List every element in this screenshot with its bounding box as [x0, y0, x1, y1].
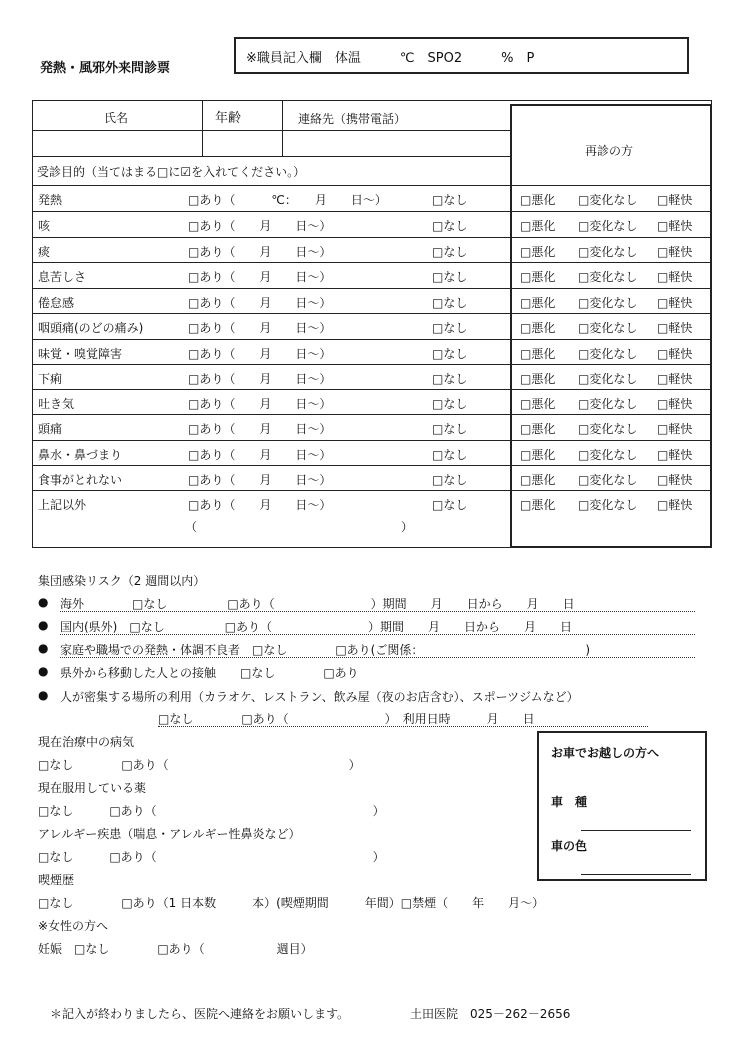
revisit-label: 再診の方: [585, 144, 634, 158]
revisit-option: □変化なし: [578, 347, 638, 361]
symptom-name: 咳: [38, 219, 51, 233]
bullet-3: ●: [38, 641, 49, 655]
risk-domestic: 国内(県外) □なし □あり（ ）期間 月 日から 月 日: [60, 620, 573, 634]
revisit-option: □軽快: [657, 372, 693, 386]
revisit-option: □変化なし: [578, 498, 638, 512]
row-divider: [32, 288, 712, 289]
revisit-option: □軽快: [657, 473, 693, 487]
symptom-name: 下痢: [38, 372, 63, 386]
revisit-option: □変化なし: [578, 296, 638, 310]
symptom-ari-option: □あり（ ℃： 月 日〜）: [188, 193, 387, 207]
symptom-name: 頭痛: [38, 422, 63, 436]
bullet-2: ●: [38, 618, 49, 632]
symptom-nashi-option: □なし: [432, 372, 468, 386]
smoking-title: 喫煙歴: [38, 873, 75, 887]
symptom-nashi-option: □なし: [432, 219, 468, 233]
revisit-option: □悪化: [520, 219, 556, 233]
symptom-nashi-option: □なし: [432, 245, 468, 259]
symptom-name: 倦怠感: [38, 296, 75, 310]
revisit-option: □軽快: [657, 448, 693, 462]
revisit-option: □変化なし: [578, 422, 638, 436]
revisit-option: □変化なし: [578, 270, 638, 284]
symptom-nashi-option: □なし: [432, 498, 468, 512]
revisit-option: □軽快: [657, 422, 693, 436]
revisit-option: □悪化: [520, 448, 556, 462]
risk-contact: 県外から移動した人との接触 □なし □あり: [60, 666, 359, 680]
symptom-nashi-option: □なし: [432, 422, 468, 436]
revisit-option: □悪化: [520, 498, 556, 512]
revisit-option: □変化なし: [578, 321, 638, 335]
row-divider: [32, 465, 712, 466]
row-divider: [32, 440, 712, 441]
risk-crowded-options: □なし □あり（ ） 利用日時 月 日: [158, 712, 535, 726]
symptom-name: 発熱: [38, 193, 63, 207]
revisit-option: □悪化: [520, 422, 556, 436]
symptom-ari-option: □あり（ 月 日〜）: [188, 270, 332, 284]
symptom-ari-option: □あり（ 月 日〜）: [188, 498, 332, 512]
symptom-nashi-option: □なし: [432, 473, 468, 487]
bullet-4: ●: [38, 664, 49, 678]
symptom-name: 息苦しさ: [38, 270, 87, 284]
symptom-name: 味覚・嗅覚障害: [38, 347, 123, 361]
smoking-options: □なし □あり（1 日本数 本）(喫煙期間 年間）□禁煙（ 年 月〜）: [38, 896, 545, 910]
revisit-option: □軽快: [657, 498, 693, 512]
revisit-option: □軽快: [657, 219, 693, 233]
symptom-ari-option: □あり（ 月 日〜）: [188, 245, 332, 259]
symptom-ari-option: □あり（ 月 日〜）: [188, 296, 332, 310]
revisit-option: □悪化: [520, 270, 556, 284]
row-divider: [32, 262, 712, 263]
revisit-option: □軽快: [657, 245, 693, 259]
revisit-option: □悪化: [520, 473, 556, 487]
symptom-nashi-option: □なし: [432, 448, 468, 462]
risk-overseas: 海外 □なし □あり（ ）期間 月 日から 月 日: [60, 597, 575, 611]
staff-entry-label: ※職員記入欄 体温 ℃ SPO2 % P: [246, 51, 535, 66]
contact-label: 連絡先（携帯電話）: [298, 112, 407, 126]
car-box-title: お車でお越しの方へ: [551, 746, 660, 760]
symptom-name: 食事がとれない: [38, 473, 123, 487]
revisit-option: □軽快: [657, 347, 693, 361]
revisit-option: □悪化: [520, 397, 556, 411]
revisit-option: □変化なし: [578, 473, 638, 487]
other-symptom-paren: （ ）: [185, 520, 414, 534]
symptom-ari-option: □あり（ 月 日〜）: [188, 397, 332, 411]
symptom-ari-option: □あり（ 月 日〜）: [188, 347, 332, 361]
revisit-option: □悪化: [520, 193, 556, 207]
revisit-option: □悪化: [520, 372, 556, 386]
revisit-option: □変化なし: [578, 219, 638, 233]
allergy-options: □なし □あり（ ）: [38, 850, 385, 864]
revisit-option: □変化なし: [578, 448, 638, 462]
symptom-ari-option: □あり（ 月 日〜）: [188, 321, 332, 335]
symptom-name: 咽頭痛(のどの痛み): [38, 321, 144, 335]
symptom-name: 痰: [38, 245, 51, 259]
form-title: 発熱・風邪外来問診票: [40, 61, 171, 76]
row-divider: [32, 339, 712, 340]
symptom-ari-option: □あり（ 月 日〜）: [188, 422, 332, 436]
revisit-option: □悪化: [520, 245, 556, 259]
symptom-ari-option: □あり（ 月 日〜）: [188, 448, 332, 462]
revisit-option: □悪化: [520, 321, 556, 335]
revisit-option: □変化なし: [578, 372, 638, 386]
revisit-option: □変化なし: [578, 397, 638, 411]
row-divider: [32, 364, 712, 365]
car-type-label: 車 種: [551, 795, 588, 809]
medicine-options: □なし □あり（ ）: [38, 804, 385, 818]
allergy-title: アレルギー疾患（喘息・アレルギー性鼻炎など）: [38, 827, 301, 841]
revisit-option: □軽快: [657, 296, 693, 310]
clinic-contact: 土田医院 025－262－2656: [410, 1007, 571, 1021]
disease-options: □なし □あり（ ）: [38, 758, 361, 772]
revisit-option: □軽快: [657, 270, 693, 284]
row-divider: [32, 237, 712, 238]
symptom-nashi-option: □なし: [432, 270, 468, 284]
disease-title: 現在治療中の病気: [38, 735, 135, 749]
row-divider: [32, 414, 712, 415]
risk-household: 家庭や職場での発熱・体調不良者 □なし □あり(ご関係： ): [60, 643, 591, 657]
name-label: 氏名: [104, 111, 129, 125]
revisit-option: □変化なし: [578, 245, 638, 259]
age-label: 年齢: [215, 111, 242, 126]
symptom-nashi-option: □なし: [432, 397, 468, 411]
row-divider: [32, 211, 712, 212]
revisit-option: □変化なし: [578, 193, 638, 207]
symptom-ari-option: □あり（ 月 日〜）: [188, 219, 332, 233]
medicine-title: 現在服用している薬: [38, 781, 147, 795]
bullet-5: ●: [38, 688, 49, 702]
revisit-option: □悪化: [520, 347, 556, 361]
bullet-1: ●: [38, 595, 49, 609]
car-color-line: [581, 874, 691, 875]
symptom-nashi-option: □なし: [432, 193, 468, 207]
symptom-name: 上記以外: [38, 498, 87, 512]
female-title: ※女性の方へ: [38, 919, 109, 933]
pregnancy-options: 妊娠 □なし □あり（ 週目）: [38, 942, 313, 956]
revisit-option: □悪化: [520, 296, 556, 310]
revisit-option: □軽快: [657, 321, 693, 335]
staff-entry-box: [234, 37, 689, 74]
risk-crowded: 人が密集する場所の利用（カラオケ、レストラン、飲み屋（夜のお店含む）、スポーツジムなど）: [60, 690, 579, 704]
symptom-name: 鼻水・鼻づまり: [38, 448, 123, 462]
footer-note: ＊記入が終わりましたら、医院へ連絡をお願いします。: [50, 1007, 350, 1021]
symptom-name: 吐き気: [38, 397, 75, 411]
row-divider: [32, 490, 712, 491]
purpose-label: 受診目的（当てはまる□に☑を入れてください。）: [37, 165, 306, 179]
revisit-option: □軽快: [657, 193, 693, 207]
symptom-ari-option: □あり（ 月 日〜）: [188, 473, 332, 487]
symptom-nashi-option: □なし: [432, 321, 468, 335]
risk-title: 集団感染リスク（2 週間以内）: [38, 574, 206, 588]
symptom-nashi-option: □なし: [432, 347, 468, 361]
car-type-line: [581, 830, 691, 831]
symptom-ari-option: □あり（ 月 日〜）: [188, 372, 332, 386]
revisit-option: □軽快: [657, 397, 693, 411]
car-box: [537, 731, 707, 881]
car-color-label: 車の色: [551, 839, 588, 853]
symptom-nashi-option: □なし: [432, 296, 468, 310]
row-divider: [32, 313, 712, 314]
row-divider: [32, 389, 712, 390]
